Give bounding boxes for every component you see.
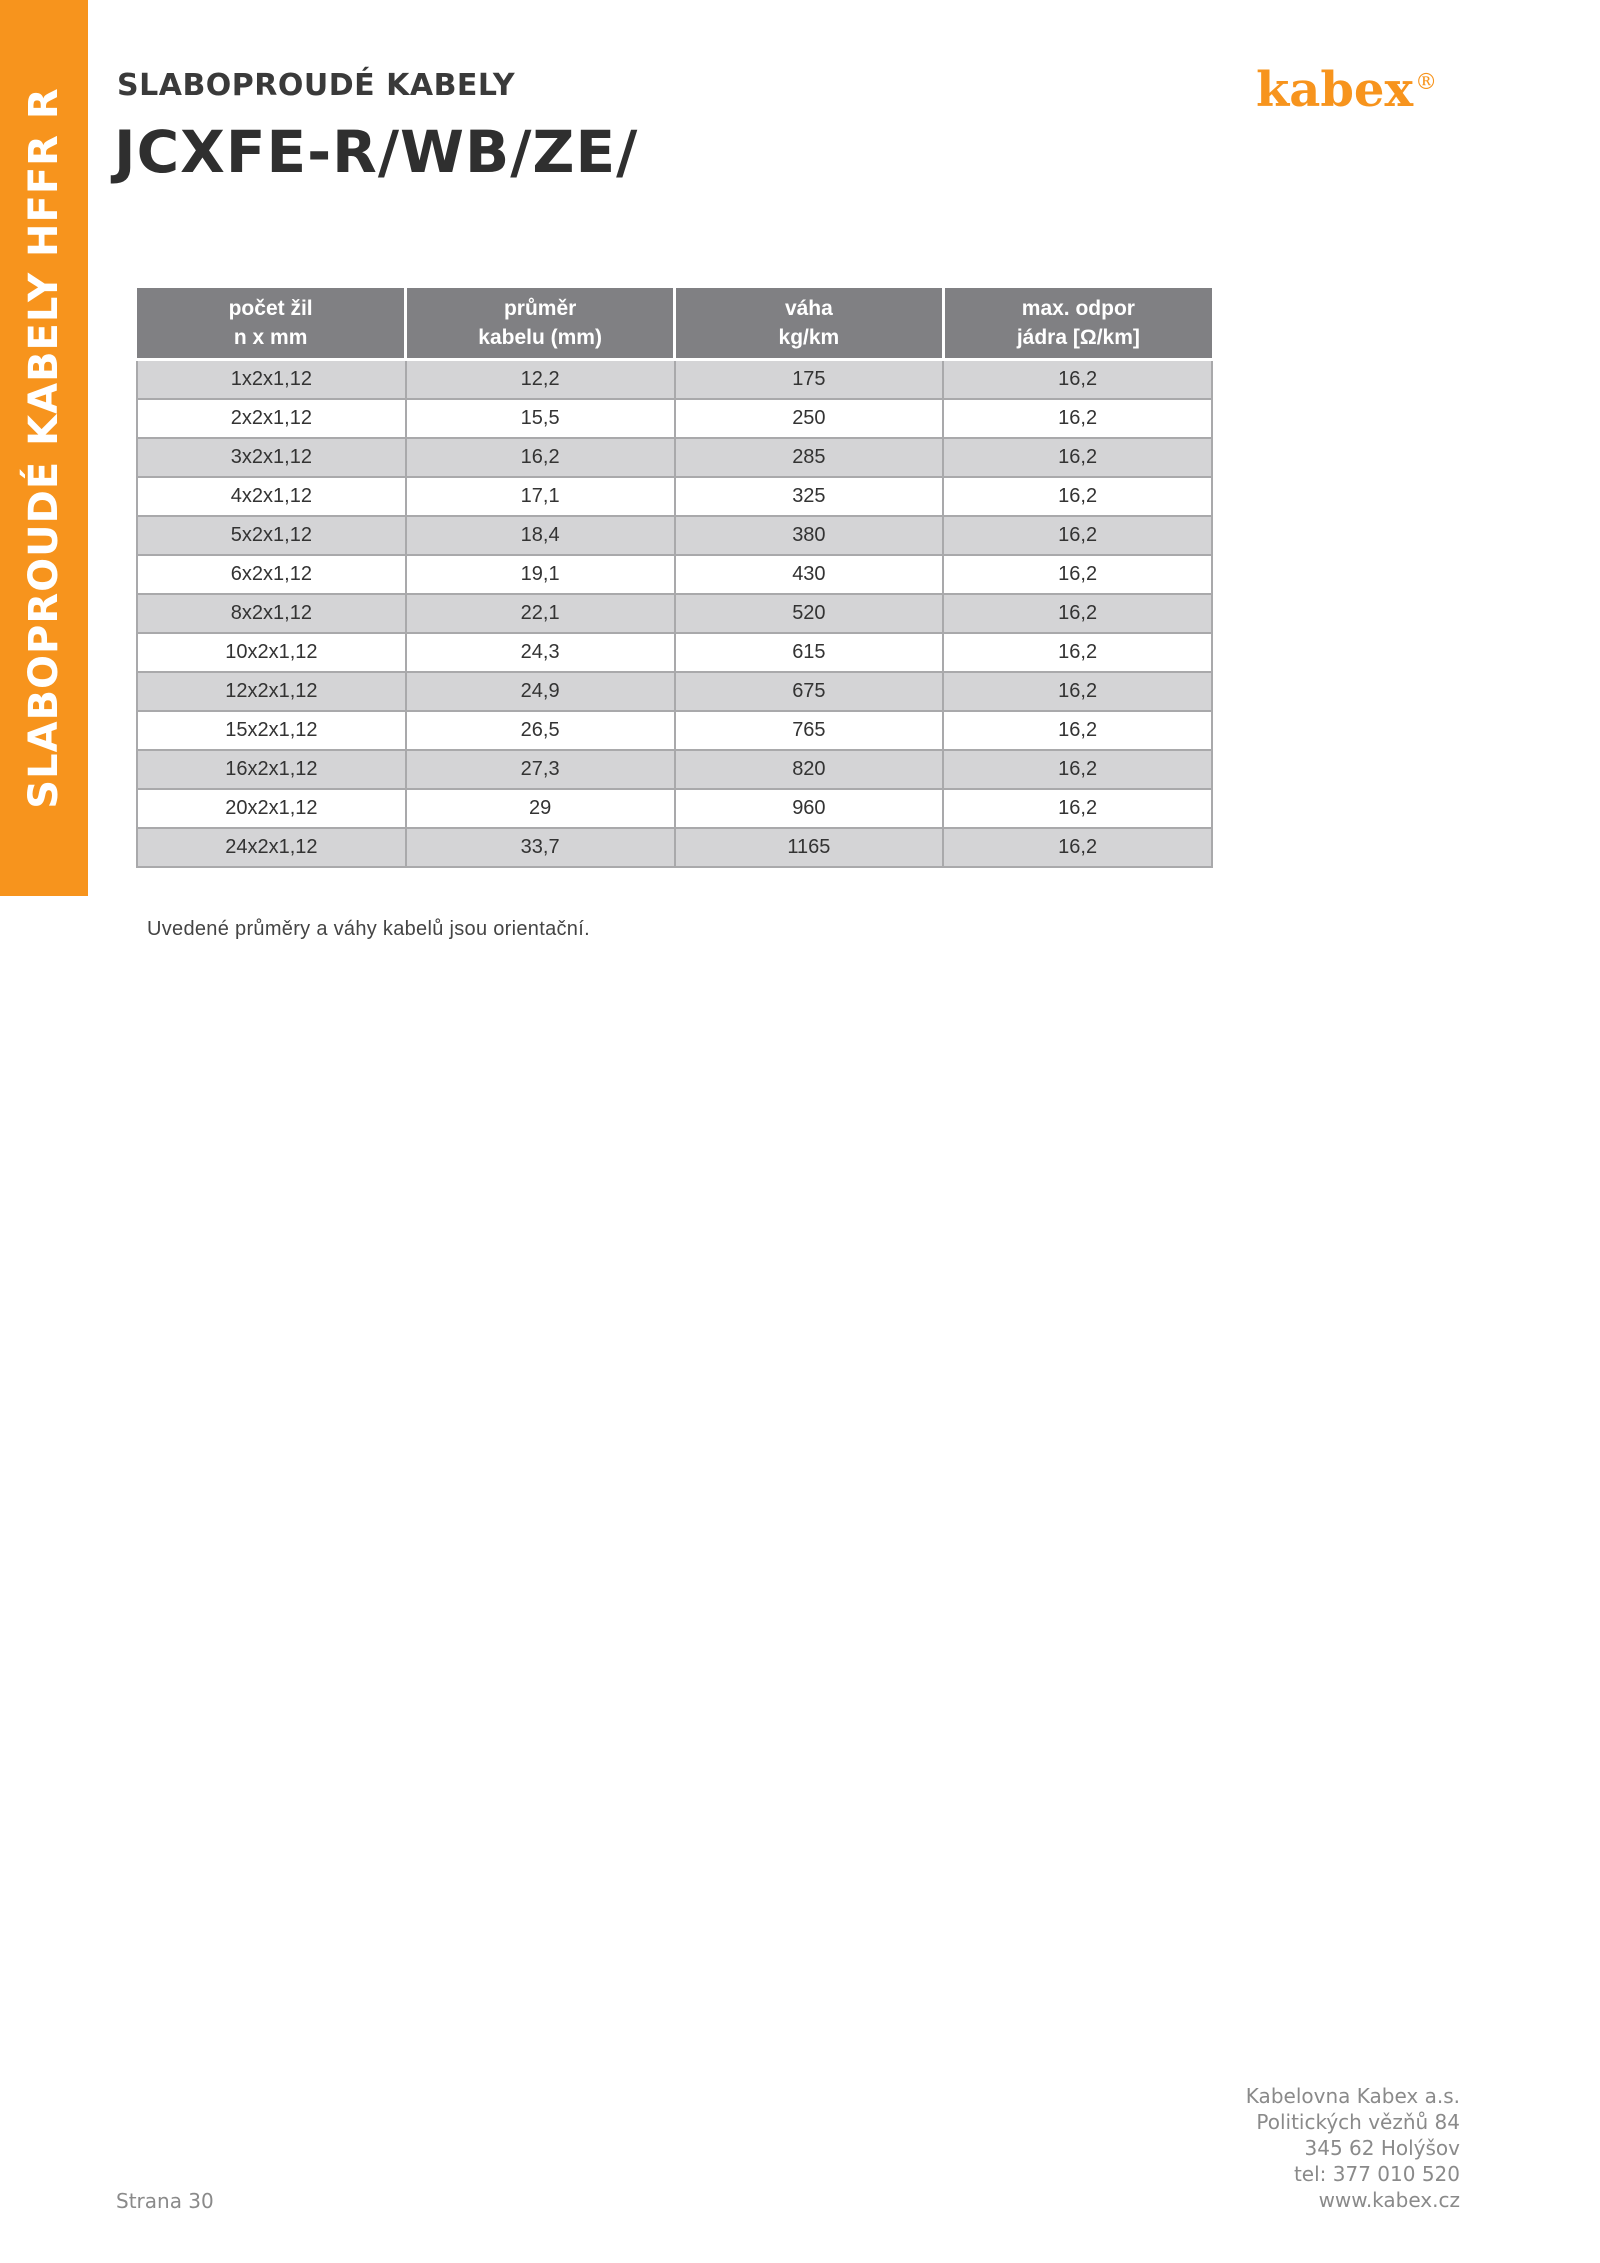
- header-line: max. odpor: [1021, 297, 1135, 320]
- cell-diameter: 29: [406, 789, 675, 828]
- table-header-row: [137, 288, 1212, 360]
- cell-weight: 615: [675, 633, 944, 672]
- table-row: [137, 672, 1212, 711]
- company-city: 345 62 Holýšov: [1304, 2136, 1460, 2160]
- cell-cores: 4x2x1,12: [137, 477, 406, 516]
- cell-weight: 380: [675, 516, 944, 555]
- cell-weight: 175: [675, 360, 944, 400]
- cell-diameter: 19,1: [406, 555, 675, 594]
- table-row: [137, 594, 1212, 633]
- cell-weight: 520: [675, 594, 944, 633]
- page-title: JCXFE-R/WB/ZE/: [114, 118, 639, 186]
- cable-spec-table: [136, 288, 1213, 868]
- cell-diameter: 26,5: [406, 711, 675, 750]
- table-row: [137, 711, 1212, 750]
- cell-resistance: 16,2: [943, 438, 1212, 477]
- cell-weight: 675: [675, 672, 944, 711]
- header-line: počet žil: [228, 297, 313, 320]
- cell-resistance: 16,2: [943, 711, 1212, 750]
- header-resistance: [943, 288, 1212, 360]
- cell-weight: 820: [675, 750, 944, 789]
- cell-diameter: 33,7: [406, 828, 675, 867]
- cell-diameter: 18,4: [406, 516, 675, 555]
- table-row: [137, 360, 1212, 400]
- cell-weight: 430: [675, 555, 944, 594]
- table-row: [137, 399, 1212, 438]
- table-row: [137, 555, 1212, 594]
- cell-resistance: 16,2: [943, 477, 1212, 516]
- header-line: kabelu (mm): [478, 326, 602, 349]
- company-phone: tel: 377 010 520: [1293, 2162, 1460, 2186]
- cell-cores: 6x2x1,12: [137, 555, 406, 594]
- cell-weight: 325: [675, 477, 944, 516]
- company-name: Kabelovna Kabex a.s.: [1245, 2084, 1460, 2108]
- cell-weight: 1165: [675, 828, 944, 867]
- sidebar-band: [0, 0, 88, 896]
- cell-resistance: 16,2: [943, 828, 1212, 867]
- header-cores: [137, 288, 406, 360]
- cell-weight: 765: [675, 711, 944, 750]
- header-line: kg/km: [778, 326, 840, 349]
- table-row: [137, 750, 1212, 789]
- header-line: jádra [Ω/km]: [1016, 326, 1140, 349]
- table-row: [137, 516, 1212, 555]
- cell-resistance: 16,2: [943, 633, 1212, 672]
- header-weight: [675, 288, 944, 360]
- table-row: [137, 477, 1212, 516]
- cell-cores: 12x2x1,12: [137, 672, 406, 711]
- table-row: [137, 438, 1212, 477]
- cell-resistance: 16,2: [943, 399, 1212, 438]
- cell-diameter: 16,2: [406, 438, 675, 477]
- cell-diameter: 15,5: [406, 399, 675, 438]
- cell-resistance: 16,2: [943, 360, 1212, 400]
- cell-resistance: 16,2: [943, 555, 1212, 594]
- table-row: [137, 633, 1212, 672]
- header-line: váha: [784, 297, 833, 320]
- company-website: www.kabex.cz: [1318, 2188, 1460, 2212]
- cell-cores: 5x2x1,12: [137, 516, 406, 555]
- header-line: průměr: [503, 297, 577, 320]
- cell-diameter: 24,3: [406, 633, 675, 672]
- cell-resistance: 16,2: [943, 672, 1212, 711]
- sidebar-title: SLABOPROUDÉ KABELY HFFR R: [21, 87, 67, 809]
- cell-weight: 960: [675, 789, 944, 828]
- cell-diameter: 17,1: [406, 477, 675, 516]
- cell-cores: 20x2x1,12: [137, 789, 406, 828]
- cell-cores: 1x2x1,12: [137, 360, 406, 400]
- cell-resistance: 16,2: [943, 516, 1212, 555]
- cell-diameter: 24,9: [406, 672, 675, 711]
- cell-weight: 285: [675, 438, 944, 477]
- table-row: [137, 828, 1212, 867]
- cell-diameter: 22,1: [406, 594, 675, 633]
- category-heading: SLABOPROUDÉ KABELY: [117, 68, 516, 103]
- footnote: Uvedené průměry a váhy kabelů jsou orientační.: [147, 918, 590, 940]
- table-row: [137, 789, 1212, 828]
- cell-cores: 8x2x1,12: [137, 594, 406, 633]
- cell-resistance: 16,2: [943, 750, 1212, 789]
- cell-resistance: 16,2: [943, 789, 1212, 828]
- cell-diameter: 27,3: [406, 750, 675, 789]
- cell-diameter: 12,2: [406, 360, 675, 400]
- kabex-logo: [1256, 62, 1437, 118]
- registered-mark: ®: [1415, 70, 1438, 95]
- company-street: Politických vězňů 84: [1256, 2110, 1460, 2134]
- cell-cores: 24x2x1,12: [137, 828, 406, 867]
- header-line: n x mm: [233, 326, 308, 349]
- cell-resistance: 16,2: [943, 594, 1212, 633]
- cell-cores: 10x2x1,12: [137, 633, 406, 672]
- page-number: Strana 30: [116, 2189, 214, 2213]
- cell-cores: 16x2x1,12: [137, 750, 406, 789]
- company-address: [1246, 2083, 1460, 2213]
- cell-cores: 3x2x1,12: [137, 438, 406, 477]
- cell-cores: 15x2x1,12: [137, 711, 406, 750]
- logo-text: kabex: [1256, 62, 1414, 118]
- cell-cores: 2x2x1,12: [137, 399, 406, 438]
- cell-weight: 250: [675, 399, 944, 438]
- header-diameter: [406, 288, 675, 360]
